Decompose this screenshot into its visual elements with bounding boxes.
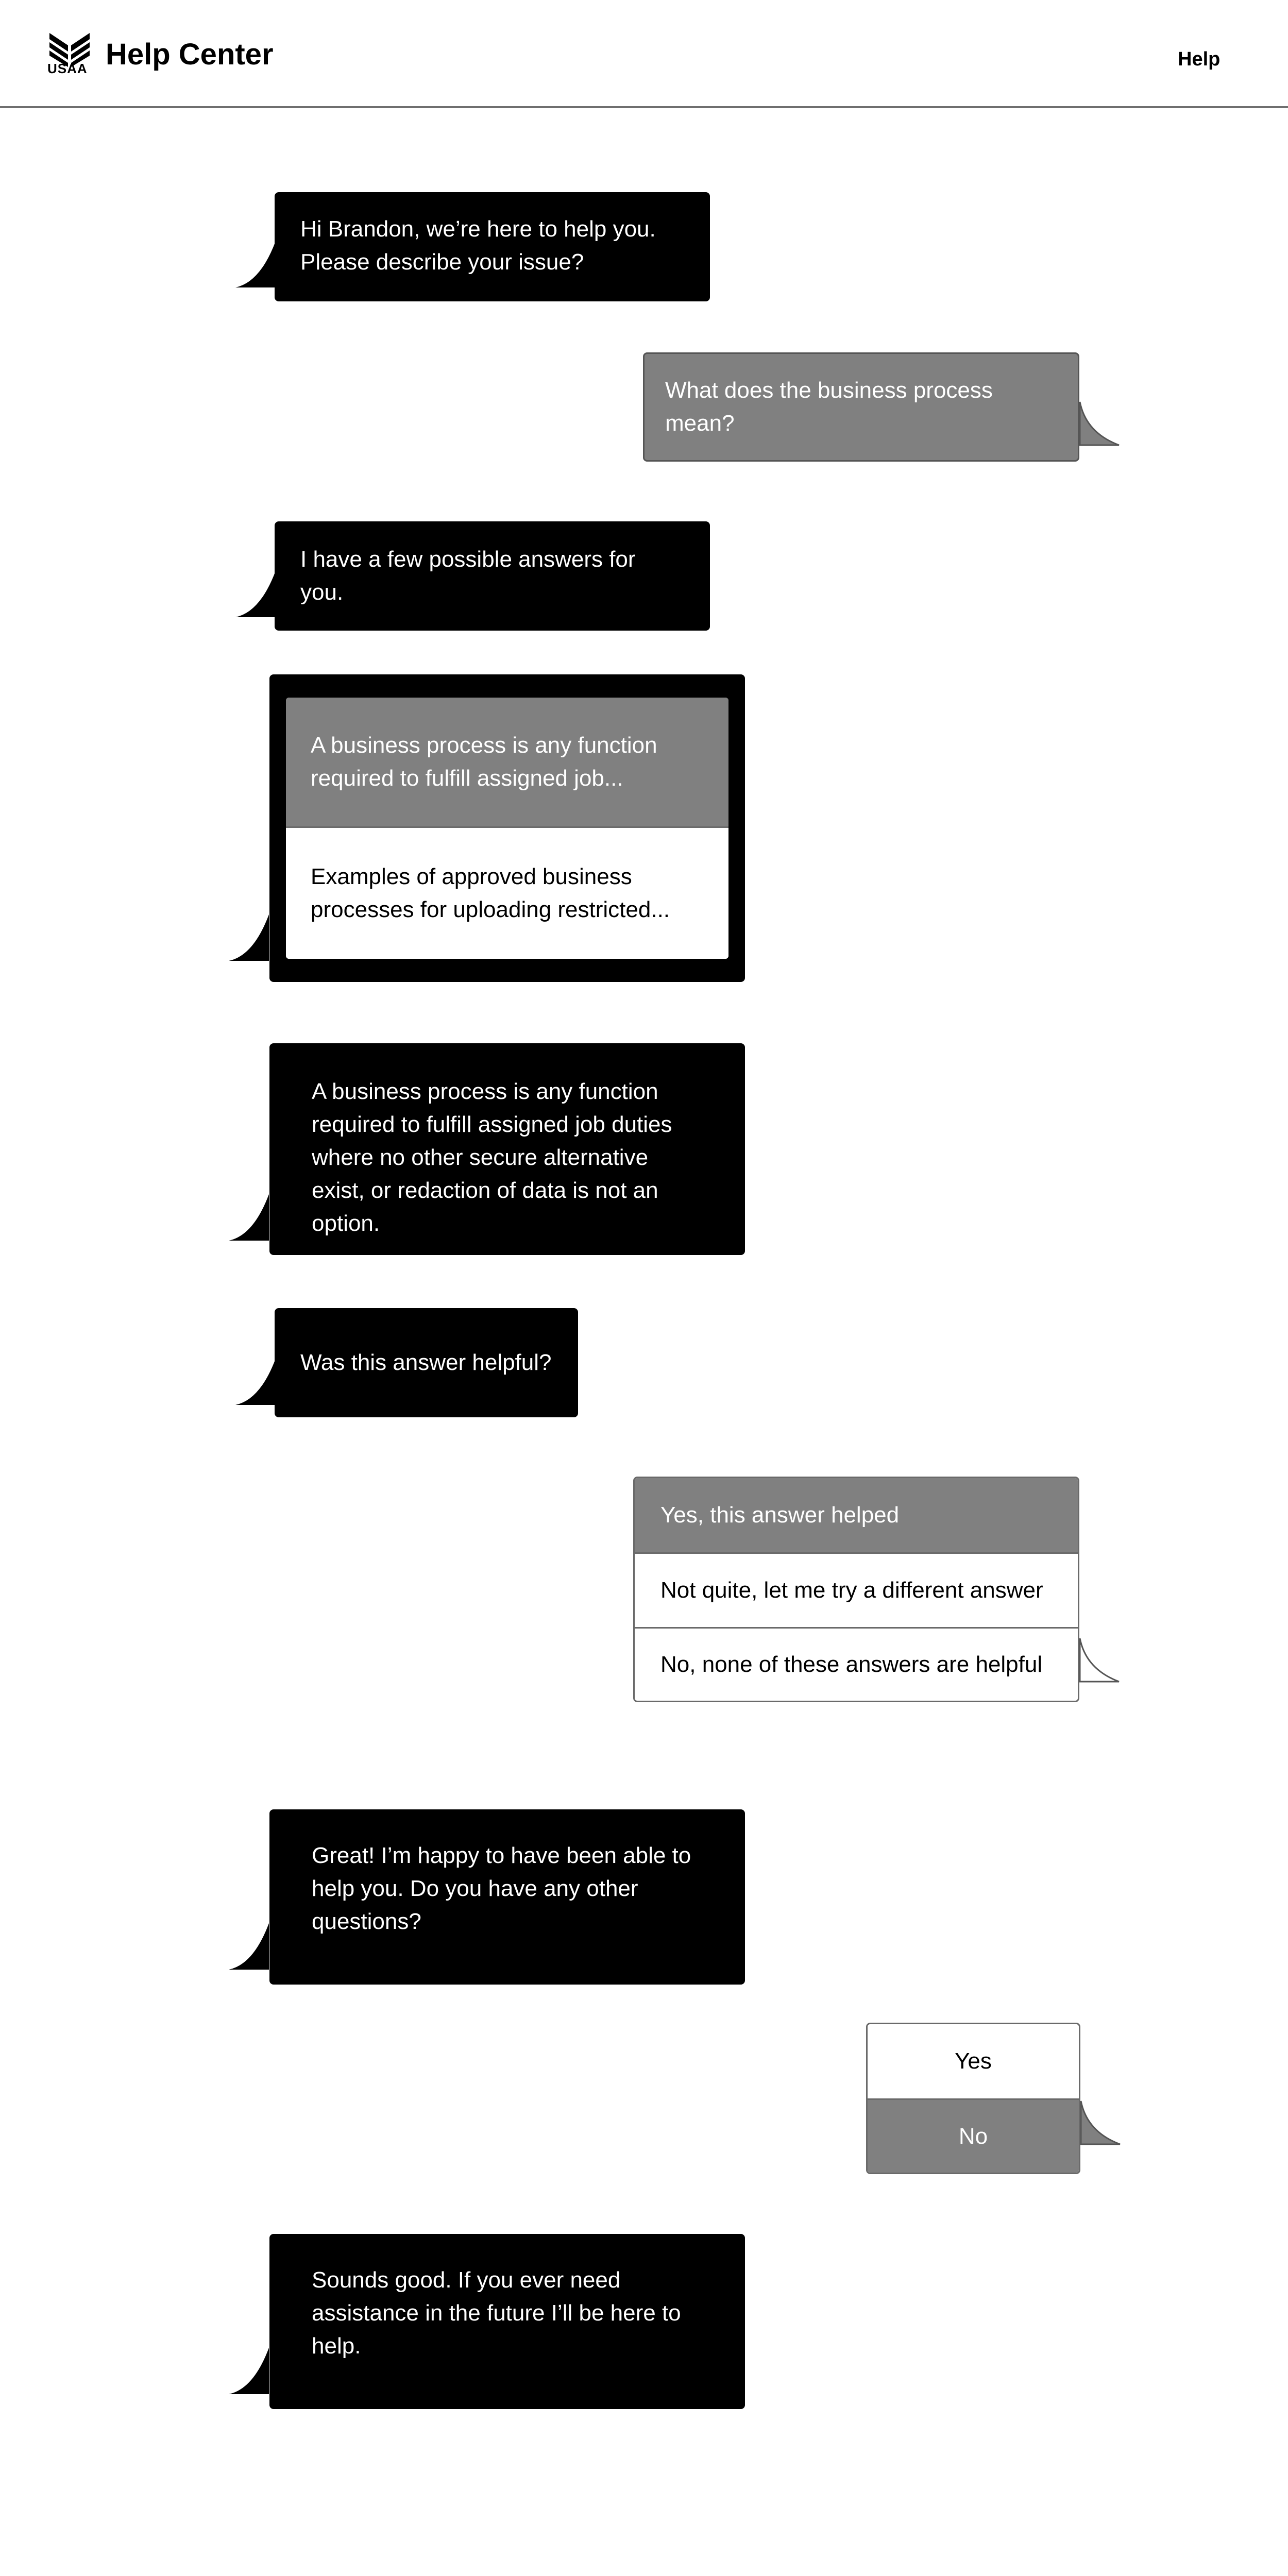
bot-message-text: Hi Brandon, we’re here to help you. Please describe your issue? xyxy=(300,216,656,275)
bot-bubble-tail xyxy=(234,571,281,617)
page-title: Help Center xyxy=(106,38,274,71)
feedback-option-text: No, none of these answers are helpful xyxy=(660,1652,1043,1677)
feedback-options xyxy=(633,1477,1079,1702)
feedback-option-yes-helped[interactable] xyxy=(635,1478,1078,1552)
bot-bubble-tail xyxy=(228,914,274,961)
user-bubble-tail xyxy=(1077,2101,1123,2147)
yes-button-label: Yes xyxy=(955,2048,992,2074)
header xyxy=(0,0,1288,108)
bot-message-helpful-prompt xyxy=(275,1308,578,1417)
yes-no-options xyxy=(866,2023,1080,2174)
bot-message-text: I have a few possible answers for you. xyxy=(300,547,636,605)
feedback-option-none-helpful[interactable] xyxy=(635,1627,1078,1701)
bot-message-text: Great! I’m happy to have been able to help you. Do you have any other questions? xyxy=(312,1843,691,1934)
help-link[interactable]: Help xyxy=(1178,48,1221,70)
bot-bubble-tail xyxy=(228,2348,274,2394)
bot-bubble-tail xyxy=(228,1194,274,1241)
answer-option-text: A business process is any function required to fulfill assigned job... xyxy=(311,733,657,791)
bot-message-text: Sounds good. If you ever need assistance in the future I’ll be here to help. xyxy=(312,2267,681,2359)
answer-options-panel xyxy=(269,674,745,982)
logo-wordmark: USAA xyxy=(47,61,88,76)
user-message-question xyxy=(643,352,1079,462)
feedback-option-try-different[interactable] xyxy=(635,1552,1078,1627)
bot-bubble-tail xyxy=(234,1359,281,1405)
bot-message-full-answer xyxy=(269,1043,745,1255)
bot-message-closing xyxy=(269,2234,745,2409)
yes-button[interactable] xyxy=(868,2024,1079,2098)
bot-message-text: Was this answer helpful? xyxy=(300,1350,552,1375)
feedback-option-text: Not quite, let me try a different answer xyxy=(660,1578,1043,1603)
bot-bubble-tail xyxy=(234,241,281,287)
user-bubble-tail xyxy=(1076,1638,1122,1685)
user-message-text: What does the business process mean? xyxy=(665,378,993,436)
bot-message-answers-intro xyxy=(275,521,710,631)
bot-bubble-tail xyxy=(228,1923,274,1970)
user-bubble-tail xyxy=(1076,402,1122,448)
bot-message-greeting xyxy=(275,192,710,301)
bot-message-text: A business process is any function required to fulfill assigned job duties where no other secure alternative exist, or redaction of data is not an option. xyxy=(312,1079,672,1236)
answer-option-1[interactable] xyxy=(286,698,728,826)
no-button[interactable] xyxy=(868,2098,1079,2173)
feedback-option-text: Yes, this answer helped xyxy=(660,1502,900,1528)
no-button-label: No xyxy=(958,2123,988,2149)
answer-option-text: Examples of approved business processes for uploading restricted... xyxy=(311,864,670,922)
answer-option-2[interactable] xyxy=(286,826,728,959)
bot-message-followup xyxy=(269,1809,745,1985)
